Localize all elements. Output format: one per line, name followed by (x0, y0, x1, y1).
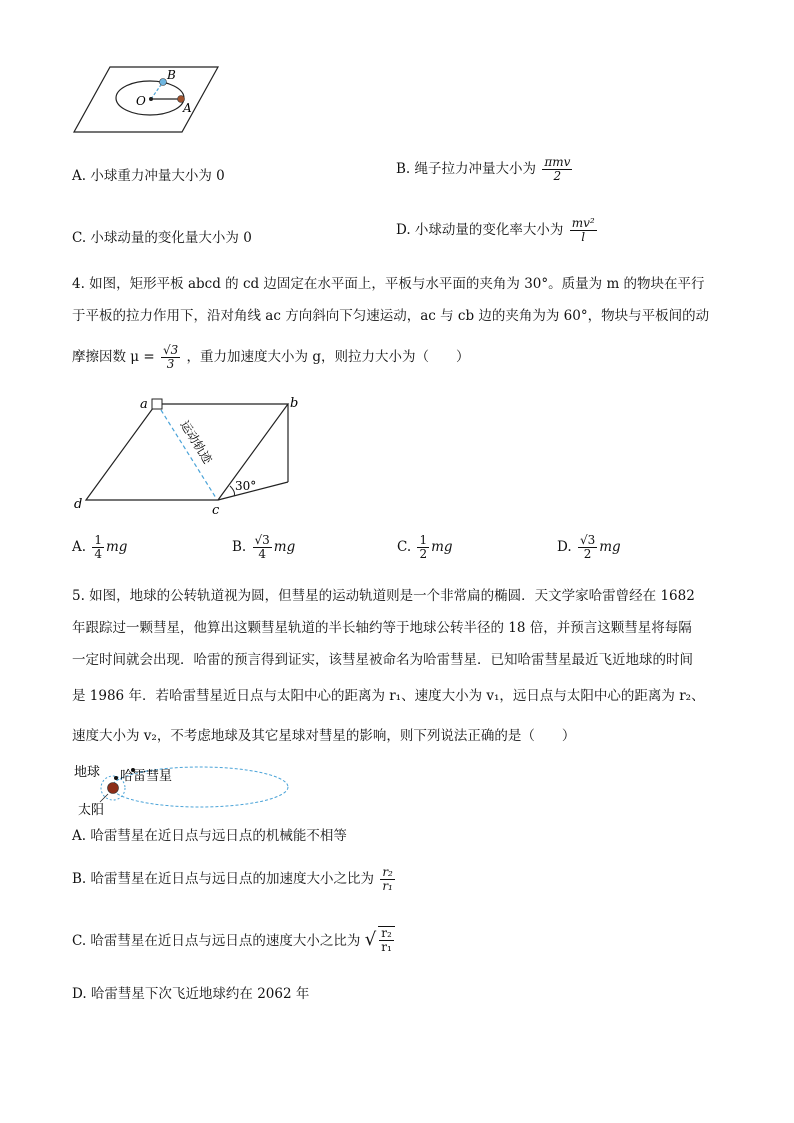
q3-option-d-text: D. 小球动量的变化率大小为 (396, 222, 564, 239)
q3-option-d-fraction (570, 217, 597, 244)
q4-label-c: c (212, 503, 220, 518)
q3-option-c: C. 小球动量的变化量大小为 0 (72, 230, 252, 246)
q3-option-b-num: πmv (544, 155, 571, 169)
q4-option-a-den: 4 (94, 547, 102, 562)
q4-figure (70, 394, 300, 516)
q3-option-b-den: 2 (553, 169, 562, 184)
q4-option-a-unit: mg (105, 539, 128, 556)
q5-option-a: A. 哈雷彗星在近日点与远日点的机械能不相等 (72, 828, 347, 844)
q4-stem-line-3 (72, 344, 469, 371)
q4-mu-den: 3 (166, 357, 175, 372)
q4-option-c-fraction (417, 534, 429, 561)
q5-option-b-text: B. 哈雷彗星在近日点与远日点的加速度大小之比为 (72, 871, 375, 888)
q4-option-c (397, 534, 453, 561)
q4-option-c-num: 1 (419, 533, 428, 547)
q4-option-b (232, 534, 295, 561)
q3-option-d-num: mv² (571, 216, 595, 230)
q4-option-d-num: √3 (579, 533, 596, 547)
q5-option-c-num: r₂ (381, 926, 392, 940)
q3-label-A: A (183, 101, 192, 115)
q3-option-d-den: l (581, 230, 586, 245)
q4-option-d (557, 534, 621, 561)
q5-option-b-den: r₁ (382, 879, 393, 894)
q5-option-c-den: r₁ (381, 940, 392, 955)
q5-option-c (72, 926, 397, 954)
q4-option-a (72, 534, 127, 561)
q5-stem-line-4: 是 1986 年．若哈雷彗星近日点与太阳中心的距离为 r₁、速度大小为 v₁，远日点与太阳中心的距离为 r₂、 (72, 688, 705, 704)
q4-mu-fraction (161, 344, 180, 371)
q4-stem-suffix: ，重力加速度大小为 g，则拉力大小为（ ） (186, 349, 470, 366)
q3-option-b-fraction (542, 156, 572, 183)
q5-option-b (72, 866, 397, 893)
q5-option-b-fraction (380, 866, 395, 893)
q4-option-b-fraction (253, 534, 272, 561)
q4-option-c-letter: C. (397, 539, 412, 556)
q4-label-d: d (74, 497, 83, 512)
q3-option-b (396, 156, 574, 183)
q4-stem-line-1: 4. 如图，矩形平板 abcd 的 cd 边固定在水平面上，平板与水平面的夹角为 30°。质量为 m 的物块在平行 (72, 276, 705, 292)
q5-option-d: D. 哈雷彗星下次飞近地球约在 2062 年 (72, 986, 310, 1002)
q3-option-b-text: B. 绳子拉力冲量大小为 (396, 161, 537, 178)
q4-option-a-fraction (92, 534, 104, 561)
q5-label-comet: 哈雷彗星 (120, 769, 173, 784)
q3-option-a: A. 小球重力冲量大小为 0 (72, 168, 225, 184)
q3-label-B: B (167, 68, 176, 82)
q4-stem-line-2: 于平板的拉力作用下，沿对角线 ac 方向斜向下匀速运动，ac 与 cb 边的夹角为为 60°，物块与平板间的动 (72, 308, 710, 324)
q5-stem-line-1: 5. 如图，地球的公转轨道视为圆，但彗星的运动轨道则是一个非常扁的椭圆．天文学家哈雷曾经在 1682 (72, 588, 695, 604)
q4-option-a-num: 1 (94, 533, 102, 547)
q4-option-d-den: 2 (583, 547, 592, 562)
q4-option-d-unit: mg (599, 539, 621, 556)
q5-figure (72, 758, 292, 820)
q5-option-c-fraction (378, 926, 395, 954)
q4-path-label: 运动轨迹 (177, 418, 215, 467)
q5-label-earth: 地球 (74, 765, 101, 780)
q5-option-c-text: C. 哈雷彗星在近日点与远日点的速度大小之比为 (72, 933, 361, 950)
q4-label-a: a (140, 397, 148, 412)
q4-option-a-letter: A. (72, 539, 87, 556)
q4-option-c-den: 2 (419, 547, 428, 562)
q4-option-d-letter: D. (557, 539, 572, 556)
q4-stem-mu-label: 摩擦因数 μ = (72, 349, 155, 366)
q4-option-b-num: √3 (254, 533, 270, 547)
q5-stem-line-2: 年跟踪过一颗彗星，他算出这颗彗星轨道的半长轴约等于地球公转半径的 18 倍，并预言这颗彗星将每隔 (72, 620, 692, 636)
q4-option-d-fraction (578, 534, 597, 561)
q5-stem-line-5: 速度大小为 v₂，不考虑地球及其它星球对彗星的影响，则下列说法正确的是（ ） (72, 728, 576, 744)
q4-label-b: b (290, 396, 299, 411)
q5-stem-line-3: 一定时间就会出现．哈雷的预言得到证实，该彗星被命名为哈雷彗星．已知哈雷彗星最近飞近地球的时间 (72, 652, 693, 668)
q4-option-c-unit: mg (431, 539, 453, 556)
q3-figure (70, 62, 230, 137)
q3-option-d (396, 217, 599, 244)
q5-option-c-sqrt: √ $\frac{\text{r₂}}{\text{r₁}}$ (365, 926, 397, 954)
q4-mu-num: √3 (162, 343, 179, 357)
q4-option-b-unit: mg (273, 539, 296, 556)
q4-angle-label: 30° (235, 479, 257, 493)
q4-option-b-den: 4 (258, 547, 266, 562)
q4-option-b-letter: B. (232, 539, 247, 556)
q5-option-b-num: r₂ (382, 865, 393, 879)
q5-label-sun: 太阳 (78, 803, 105, 818)
q3-label-O: O (136, 94, 146, 108)
